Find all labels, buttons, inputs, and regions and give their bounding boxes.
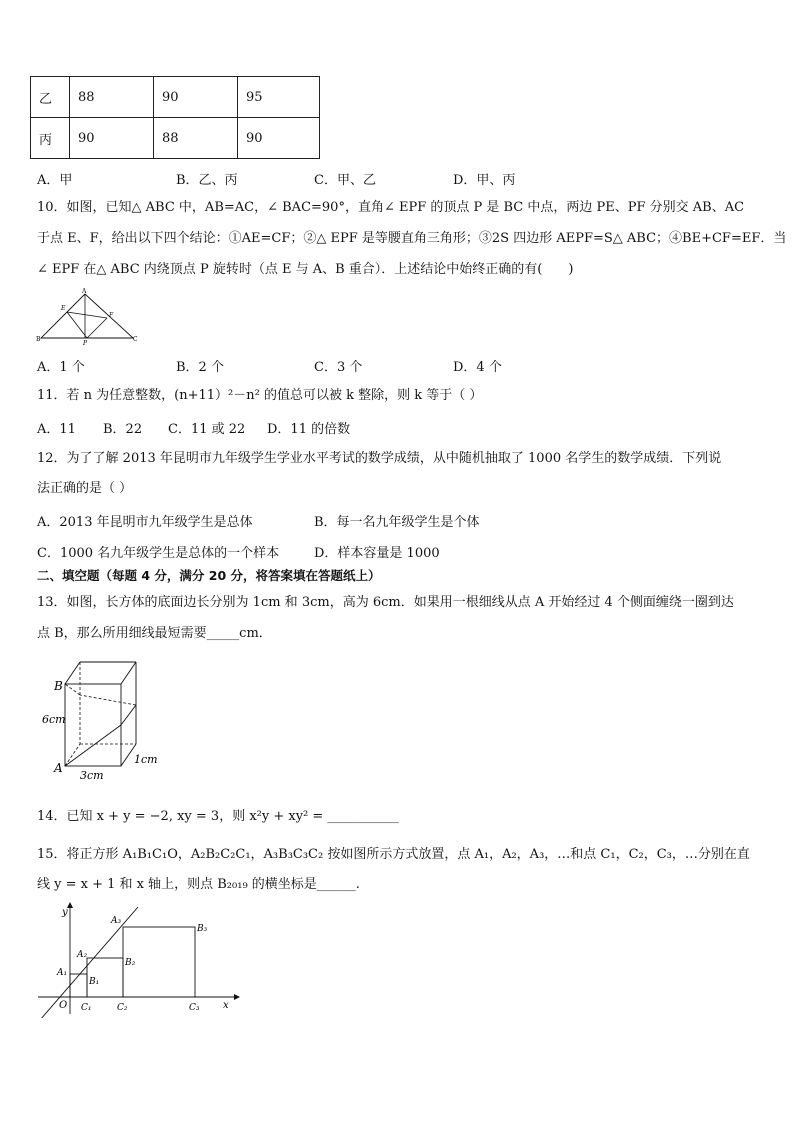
label-b3: B₃: [197, 924, 208, 934]
table-cell: 丙: [31, 118, 70, 159]
q13-line-1: 13．如图，长方体的底面边长分别为 1cm 和 3cm，高为 6cm．如果用一根细线从点 A 开始经过 4 个侧面缠绕一圈到达: [37, 595, 734, 610]
q14-text: 14．已知 x + y = −2, xy = 3，则 x²y + xy² = ___________: [37, 809, 399, 824]
q10-option-a: A．1 个: [37, 360, 85, 375]
label-e: E: [61, 305, 66, 312]
label-x: x: [223, 1000, 229, 1011]
q9-option-b: B．乙、丙: [176, 173, 238, 188]
label-b1: B₁: [89, 977, 100, 987]
label-a3: A₃: [111, 916, 122, 926]
cuboid-figure: [40, 655, 170, 785]
q15-line-1: 15．将正方形 A₁B₁C₁O，A₂B₂C₂C₁，A₃B₃C₃C₂ 按如图所示方式放置，点 A₁，A₂，A₃，…和点 C₁，C₂，C₃，…分别在直: [37, 847, 750, 862]
label-depth: 1cm: [134, 753, 158, 766]
table-cell: 90: [238, 118, 320, 159]
q12-line-2: 法正确的是（ ）: [37, 481, 133, 496]
q10-option-b: B．2 个: [176, 360, 224, 375]
q11-text: 11．若 n 为任意整数，(n+11）²－n² 的值总可以被 k 整除，则 k 等于（ ）: [37, 388, 483, 403]
label-c3: C₃: [189, 1003, 200, 1013]
label-b2: B₂: [125, 958, 136, 968]
q11-option-b: B．22: [103, 422, 143, 437]
label-o: O: [59, 1000, 68, 1011]
label-a1: A₁: [57, 968, 68, 978]
q9-option-d: D．甲、丙: [453, 173, 516, 188]
q10-option-d: D．4 个: [453, 360, 502, 375]
section-title: 二、填空题（每题 4 分，满分 20 分，将答案填在答题纸上）: [37, 568, 381, 583]
triangle-figure: [35, 288, 139, 346]
table-cell: 95: [238, 77, 320, 118]
label-y: y: [62, 907, 68, 918]
label-b: B: [36, 336, 41, 343]
q10-line-2: 于点 E、F，给出以下四个结论：①AE=CF；②△ EPF 是等腰直角三角形；③2S 四边形 AEPF=S△ ABC；④BE+CF=EF．当: [37, 231, 787, 246]
q12-line-1: 12．为了了解 2013 年昆明市九年级学生学业水平考试的数学成绩，从中随机抽取了 1000 名学生的数学成绩．下列说: [37, 451, 722, 466]
table-cell: 88: [70, 77, 154, 118]
table-cell: 乙: [31, 77, 70, 118]
table-row: [31, 118, 320, 159]
label-p: P: [83, 340, 88, 346]
score-table: [30, 76, 320, 159]
q12-option-c: C．1000 名九年级学生是总体的一个样本: [37, 546, 280, 561]
q10-line-1: 10．如图，已知△ ABC 中，AB=AC，∠ BAC=90°，直角∠ EPF 的顶点 P 是 BC 中点，两边 PE、PF 分别交 AB、AC: [37, 200, 745, 215]
label-c1: C₁: [81, 1003, 92, 1013]
q13-line-2: 点 B，那么所用细线最短需要_____cm．: [37, 626, 272, 641]
label-c: C: [133, 336, 138, 343]
squares-figure: [34, 902, 244, 1018]
q15-line-2: 线 y = x + 1 和 x 轴上，则点 B₂₀₁₉ 的横坐标是______.: [37, 877, 360, 892]
q11-option-c: C．11 或 22: [168, 422, 246, 437]
q9-option-c: C．甲、乙: [314, 173, 376, 188]
q10-line-3: ∠ EPF 在△ ABC 内绕顶点 P 旋转时（点 E 与 A、B 重合）．上述结论中始终正确的有( ): [37, 262, 574, 277]
table-cell: 90: [154, 77, 238, 118]
q11-option-a: A．11: [37, 422, 76, 437]
label-a: A: [54, 761, 63, 775]
q10-option-c: C．3 个: [314, 360, 363, 375]
table-cell: 88: [154, 118, 238, 159]
label-height: 6cm: [42, 713, 66, 726]
q12-option-b: B．每一名九年级学生是个体: [314, 515, 480, 530]
label-width: 3cm: [80, 769, 104, 782]
q12-option-a: A．2013 年昆明市九年级学生是总体: [37, 515, 253, 530]
label-f: F: [109, 312, 114, 319]
label-c2: C₂: [117, 1003, 128, 1013]
label-a: A: [82, 288, 87, 295]
label-b: B: [54, 679, 63, 693]
q12-option-d: D．样本容量是 1000: [314, 546, 440, 561]
label-a2: A₂: [77, 950, 88, 960]
table-row: [31, 77, 320, 118]
table-cell: 90: [70, 118, 154, 159]
q11-option-d: D．11 的倍数: [267, 422, 351, 437]
q9-option-a: A．甲: [37, 173, 73, 188]
